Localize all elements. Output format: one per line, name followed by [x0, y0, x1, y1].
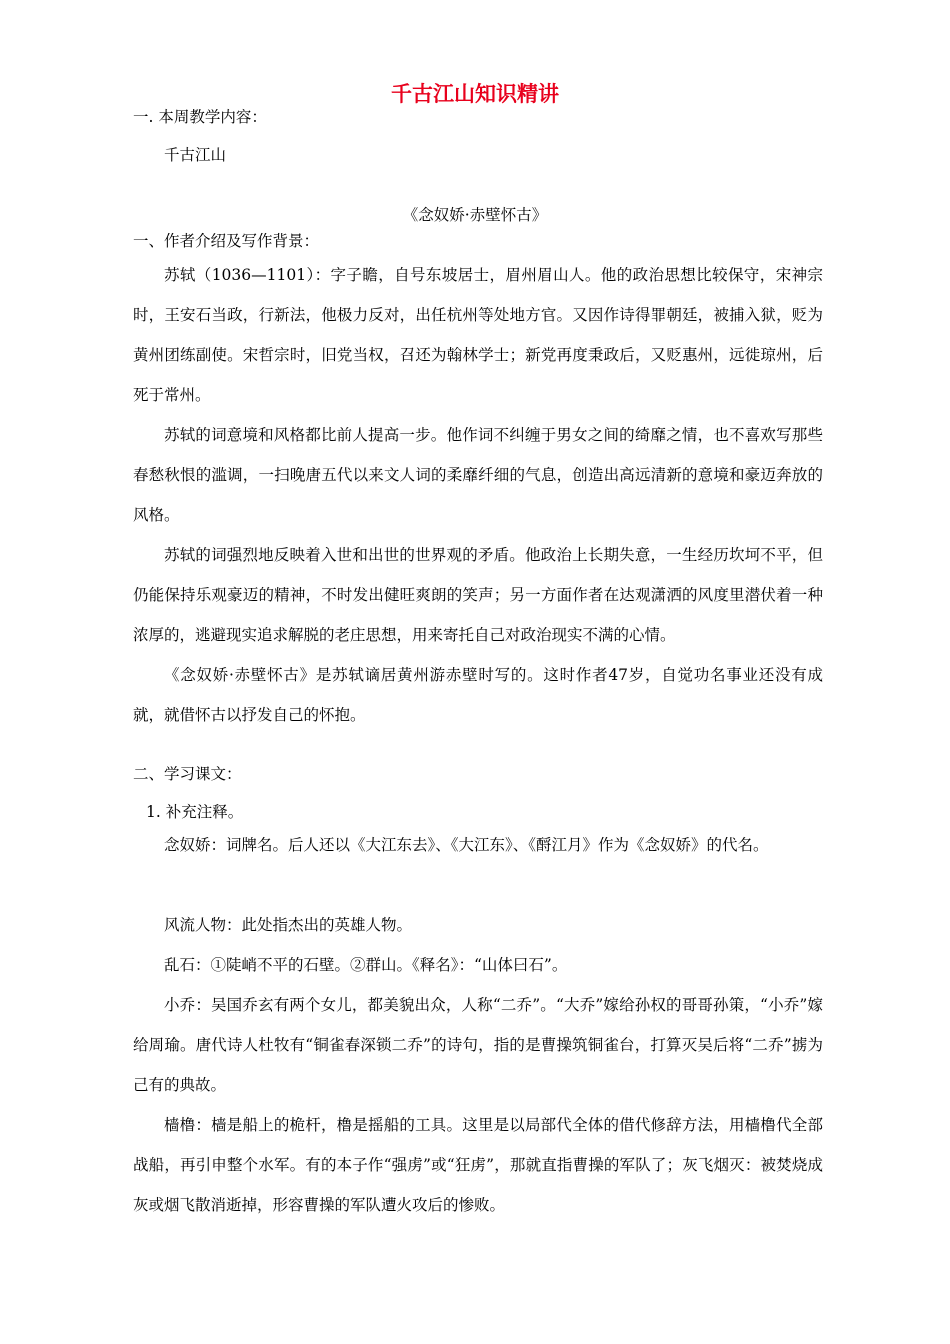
note-nianujiao: 念奴娇：词牌名。后人还以《大江东去》、《大江东》、《酹江月》作为《念奴娇》的代名。: [164, 836, 769, 854]
note-qianglu: 樯橹：樯是船上的桅杆，橹是摇船的工具。这里是以局部代全体的借代修辞方法，用樯橹代全部战船，再引申整个水军。有的本子作“强虏”或“狂虏”，那就直指曹操的军队了；灰飞烟灭：被焚烧成灰或烟飞散消逝掉，形容曹操的军队遭火攻后的惨败。: [133, 1116, 823, 1214]
author-paragraph-1: 苏轼（1036—1101）：字子瞻，自号东坡居士，眉州眉山人。他的政治思想比较保守，宋神宗时，王安石当政，行新法，他极力反对，出任杭州等处地方官。又因作诗得罪朝廷，被捕入狱，贬为黄州团练副使。宋哲宗时，旧党当权，召还为翰林学士；新党再度秉政后，又贬惠州，远徙琼州，后死于常州。: [133, 266, 823, 404]
week-content: 千古江山: [164, 146, 227, 164]
note-xiaoqiao: 小乔：吴国乔玄有两个女儿，都美貌出众，人称“二乔”。“大乔”嫁给孙权的哥哥孙策，“小乔”嫁给周瑜。唐代诗人杜牧有“铜雀春深锁二乔”的诗句，指的是曹操筑铜雀台，打算灭吴后将“二乔”掳为己有的典故。: [133, 996, 823, 1094]
poem-title: 《念奴娇·赤壁怀古》: [402, 206, 548, 224]
author-paragraph-2: 苏轼的词意境和风格都比前人提高一步。他作词不纠缠于男女之间的绮靡之情，也不喜欢写那些春愁秋恨的滥调，一扫晚唐五代以来文人词的柔靡纤细的气息，创造出高远清新的意境和豪迈奔放的风格。: [133, 426, 823, 524]
author-paragraph-4: 《念奴娇·赤壁怀古》是苏轼谪居黄州游赤壁时写的。这时作者47岁，自觉功名事业还没有成就，就借怀古以抒发自己的怀抱。: [133, 666, 823, 724]
note-luanshi: 乱石：①陡峭不平的石壁。②群山。《释名》：“山体曰石”。: [164, 956, 568, 974]
note-fengliu: 风流人物：此处指杰出的英雄人物。: [164, 916, 413, 934]
page-title: 千古江山知识精讲: [391, 82, 559, 106]
part1-heading: 一、作者介绍及写作背景：: [133, 232, 320, 250]
author-paragraph-3: 苏轼的词强烈地反映着入世和出世的世界观的矛盾。他政治上长期失意，一生经历坎坷不平，但仍能保持乐观豪迈的精神，不时发出健旺爽朗的笑声；另一方面作者在达观潇洒的风度里潜伏着一种浓厚的，逃避现实追求解脱的老庄思想，用来寄托自己对政治现实不满的心情。: [133, 546, 823, 644]
part2-sub1: 1. 补充注释。: [146, 803, 244, 821]
week-heading: 一. 本周教学内容：: [133, 108, 267, 126]
part2-heading: 二、学习课文：: [133, 765, 242, 783]
